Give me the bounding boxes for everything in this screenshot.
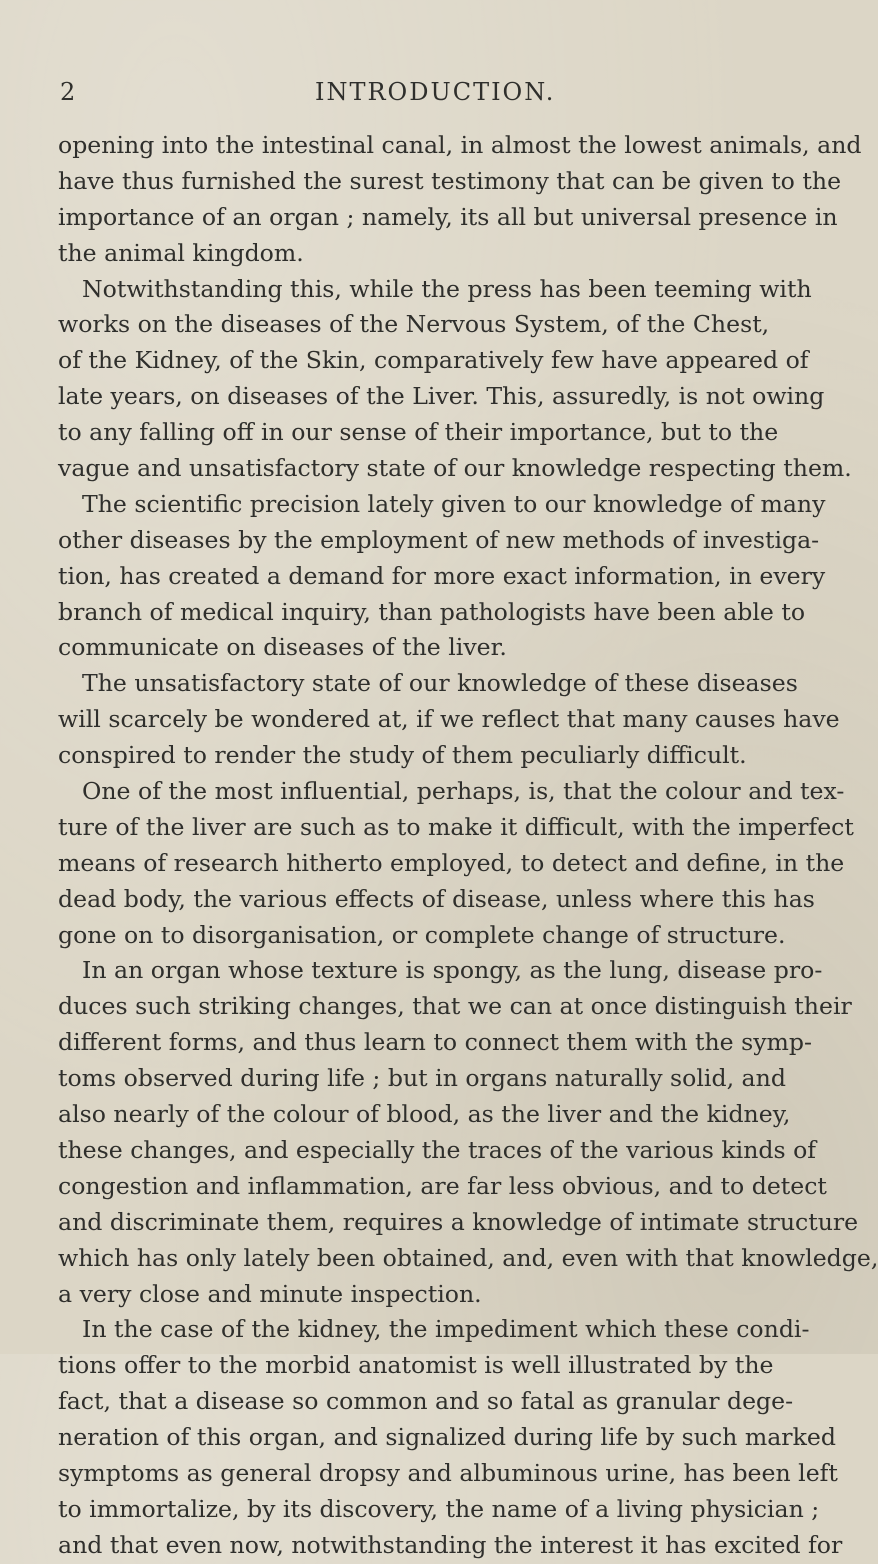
running-head: INTRODUCTION. [315, 78, 556, 106]
text-line: vague and unsatisfactory state of our knowledge respecting them. [58, 454, 852, 483]
text-line: One of the most influential, perhaps, is, that the colour and tex- [82, 777, 845, 806]
text-line: of the Kidney, of the Skin, comparatively few have appeared of [58, 346, 809, 375]
text-line: duces such striking changes, that we can at once distinguish their [58, 992, 852, 1021]
text-line: which has only lately been obtained, and, even with that knowledge, [58, 1243, 878, 1272]
text-line: different forms, and thus learn to connect them with the symp- [58, 1028, 812, 1057]
text-line: opening into the intestinal canal, in almost the lowest animals, and [58, 131, 862, 159]
text-line: other diseases by the employment of new methods of investiga- [58, 525, 820, 554]
text-line: means of research hitherto employed, to detect and define, in the [58, 848, 845, 877]
text-line: late years, on diseases of the Liver. This, assuredly, is not owing [58, 382, 825, 411]
text-line: also nearly of the colour of blood, as the liver and the kidney, [58, 1100, 791, 1129]
text-line: communicate on diseases of the liver. [58, 633, 507, 662]
text-line: importance of an organ ; namely, its all but universal presence in [58, 202, 838, 231]
text-line: Notwithstanding this, while the press has been teeming with [82, 274, 812, 303]
text-line: ture of the liver are such as to make it difficult, with the imperfect [58, 812, 854, 841]
text-line: congestion and inflammation, are far less obvious, and to detect [58, 1171, 827, 1200]
text-line: tions offer to the morbid anatomist is well illustrated by the [58, 1351, 774, 1380]
text-line: The scientific precision lately given to our knowledge of many [82, 489, 826, 518]
text-line: will scarcely be wondered at, if we reflect that many causes have [58, 705, 840, 734]
text-line: gone on to disorganisation, or complete change of structure. [58, 920, 786, 949]
text-line: In the case of the kidney, the impediment which these condi- [82, 1315, 810, 1344]
text-line: a very close and minute inspection. [58, 1279, 482, 1308]
text-line: have thus furnished the surest testimony that can be given to the [58, 166, 842, 195]
text-line: to immortalize, by its discovery, the name of a living physician ; [58, 1494, 820, 1523]
text-line: and that even now, notwithstanding the interest it has excited for [58, 1530, 843, 1559]
text-line: The unsatisfactory state of our knowledge of these diseases [82, 669, 798, 698]
page-header [40, 76, 760, 108]
text-line: branch of medical inquiry, than pathologists have been able to [58, 597, 806, 626]
text-line: In an organ whose texture is spongy, as the lung, disease pro- [82, 956, 823, 985]
text-line: these changes, and especially the traces of the various kinds of [58, 1135, 817, 1164]
page-number: 2 [60, 78, 76, 106]
text-line: conspired to render the study of them peculiarly difficult. [58, 741, 747, 770]
text-line: the animal kingdom. [58, 238, 304, 267]
text-line: works on the diseases of the Nervous System, of the Chest, [58, 310, 770, 339]
text-line: fact, that a disease so common and so fatal as granular dege- [58, 1387, 794, 1416]
text-line: to any falling off in our sense of their importance, but to the [58, 418, 779, 447]
text-line: symptoms as general dropsy and albuminous urine, has been left [58, 1458, 838, 1487]
text-line: neration of this organ, and signalized during life by such marked [58, 1423, 836, 1452]
text-line: tion, has created a demand for more exact information, in every [58, 561, 826, 590]
text-line: toms observed during life ; but in organs naturally solid, and [58, 1064, 786, 1093]
text-line: dead body, the various effects of disease, unless where this has [58, 884, 815, 913]
body-text [58, 128, 878, 1564]
text-line: and discriminate them, requires a knowledge of intimate structure [58, 1207, 859, 1236]
